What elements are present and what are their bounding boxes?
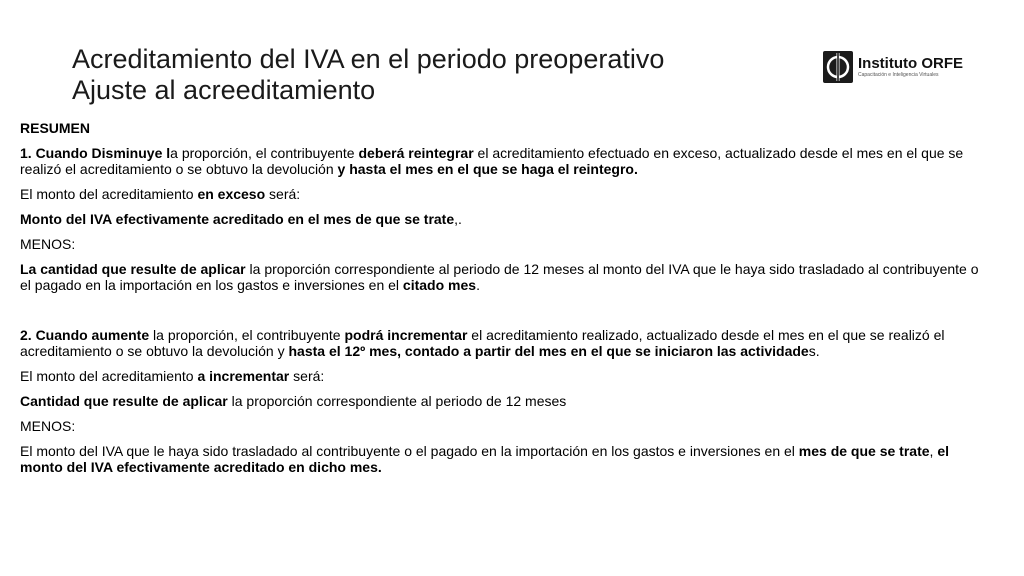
paragraph-quantity-result: Cantidad que resulte de aplicar la proporción correspondiente al periodo de 12 meses [20, 393, 567, 409]
paragraph-excess-amount: El monto del acreditamiento en exceso será: [20, 186, 301, 202]
menos-label-1: MENOS: [20, 236, 76, 252]
paragraph-iva-transferred: El monto del IVA que le haya sido trasladado al contribuyente o el pagado en la importación en los gastos e inversiones en el mes de que se trate, el monto del IVA efectivamente acreditado en dicho mes. [20, 443, 949, 475]
logo-name: Instituto ORFE [858, 55, 963, 72]
title-line-1: Acreditamiento del IVA en el periodo preoperativo [72, 44, 665, 74]
slide-title [72, 44, 664, 106]
phi-circle-icon [822, 50, 854, 84]
logo-tagline: Capacitación e Inteligencia Virtuales [858, 72, 939, 78]
summary-heading: RESUMEN [20, 120, 91, 136]
menos-label-2: MENOS: [20, 418, 76, 434]
paragraph-decrease: 1. Cuando Disminuye la proporción, el contribuyente deberá reintegrar el acreditamiento efectuado en exceso, actualizado desde el mes en el que se realizó el acreditamiento o se obtuvo la devolución y hasta el mes en el que se haga el reintegro. [20, 145, 964, 177]
paragraph-increment-amount: El monto del acreditamiento a incrementar será: [20, 368, 325, 384]
slide-body [20, 120, 992, 484]
paragraph-proportion-result: La cantidad que resulte de aplicar la proporción correspondiente al periodo de 12 meses al monto del IVA que le haya sido trasladado al contribuyente o el pagado en la importación en los gastos e inversiones en el citado mes. [20, 261, 979, 293]
title-line-2: Ajuste al acreeditamiento [72, 75, 376, 105]
paragraph-increase: 2. Cuando aumente la proporción, el contribuyente podrá incrementar el acreditamiento realizado, actualizado desde el mes en el que se realizó el acreditamiento o se obtuvo la devolución y hasta el 12º mes, contado a partir del mes en el que se iniciaron las actividades. [20, 327, 945, 359]
institute-logo [822, 50, 963, 84]
paragraph-credited-amount: Monto del IVA efectivamente acreditado en el mes de que se trate,. [20, 211, 462, 227]
